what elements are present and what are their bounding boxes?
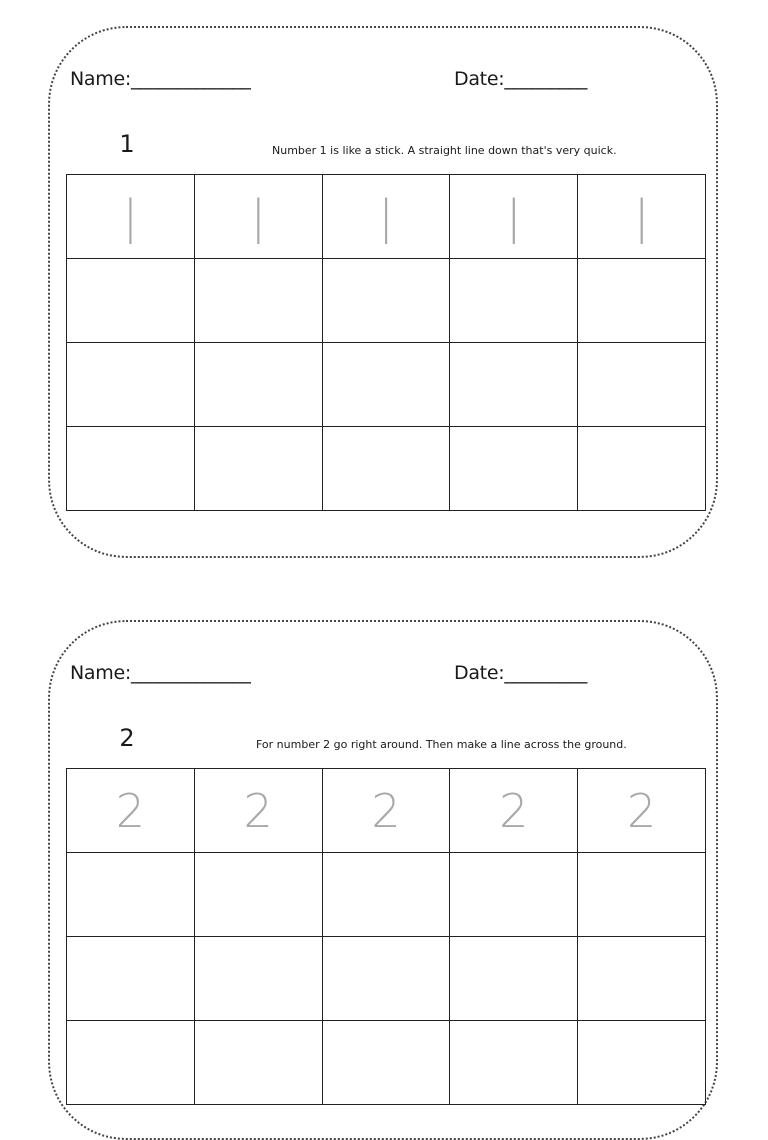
trace-cell: 2 [194,769,322,853]
trace-cell: | [194,175,322,259]
practice-cell[interactable] [578,259,706,343]
date-field-label: Date:_________ [454,662,588,684]
practice-cell[interactable] [450,427,578,511]
trace-cell: | [67,175,195,259]
practice-cell[interactable] [322,937,450,1021]
practice-cell[interactable] [322,427,450,511]
practice-cell[interactable] [578,1021,706,1105]
practice-cell[interactable] [194,427,322,511]
example-digit: 1 [119,130,135,158]
practice-cell[interactable] [578,853,706,937]
trace-cell: 2 [322,769,450,853]
trace-cell: 2 [67,769,195,853]
tracing-grid [66,174,706,511]
trace-row [67,769,706,853]
worksheet-number-1 [48,26,718,558]
trace-row [67,175,706,259]
practice-cell[interactable] [67,259,195,343]
worksheet-number-2 [48,620,718,1140]
trace-cell: | [322,175,450,259]
practice-cell[interactable] [450,343,578,427]
practice-cell[interactable] [67,427,195,511]
practice-cell[interactable] [450,853,578,937]
practice-cell[interactable] [67,853,195,937]
practice-cell[interactable] [322,343,450,427]
practice-row [67,853,706,937]
trace-cell: | [578,175,706,259]
practice-cell[interactable] [578,937,706,1021]
trace-cell: 2 [450,769,578,853]
practice-cell[interactable] [194,1021,322,1105]
practice-cell[interactable] [578,427,706,511]
trace-cell: 2 [578,769,706,853]
practice-cell[interactable] [578,343,706,427]
practice-cell[interactable] [67,1021,195,1105]
practice-cell[interactable] [194,937,322,1021]
practice-cell[interactable] [322,1021,450,1105]
practice-row [67,937,706,1021]
name-field-label: Name:_____________ [70,68,251,90]
practice-cell[interactable] [194,343,322,427]
practice-cell[interactable] [67,937,195,1021]
practice-cell[interactable] [67,343,195,427]
trace-cell: | [450,175,578,259]
tracing-grid [66,768,706,1105]
practice-cell[interactable] [450,1021,578,1105]
number-rhyme: Number 1 is like a stick. A straight line down that's very quick. [272,144,617,157]
practice-cell[interactable] [450,259,578,343]
number-rhyme: For number 2 go right around. Then make a line across the ground. [256,738,627,751]
practice-row [67,427,706,511]
practice-row [67,1021,706,1105]
date-field-label: Date:_________ [454,68,588,90]
practice-cell[interactable] [450,937,578,1021]
practice-cell[interactable] [194,853,322,937]
practice-row [67,343,706,427]
example-digit: 2 [119,724,135,752]
practice-cell[interactable] [194,259,322,343]
name-field-label: Name:_____________ [70,662,251,684]
practice-row [67,259,706,343]
practice-cell[interactable] [322,259,450,343]
practice-cell[interactable] [322,853,450,937]
